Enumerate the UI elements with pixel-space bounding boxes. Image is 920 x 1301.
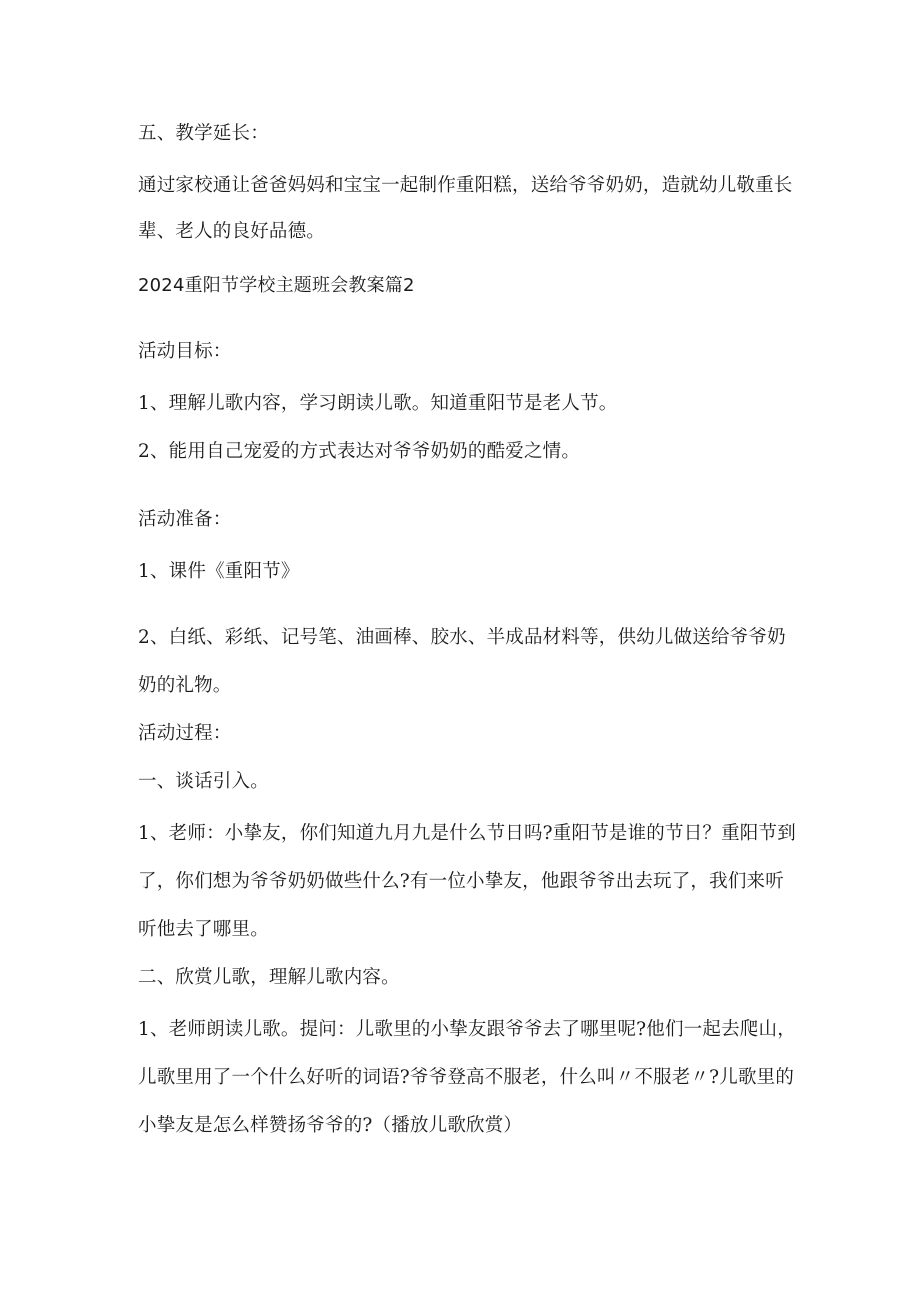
paragraph-line: 听他去了哪里。	[138, 919, 269, 940]
list-item: 1、老师朗读儿歌。提问：儿歌里的小挚友跟爷爷去了哪里呢?他们一起去爬山，	[138, 1019, 796, 1040]
section-heading-teaching-extension: 五、教学延长：	[138, 123, 269, 144]
list-item: 1、理解儿歌内容，学习朗读儿歌。知道重阳节是老人节。	[138, 393, 618, 414]
paragraph-line: 通过家校通让爸爸妈妈和宝宝一起制作重阳糕，送给爷爷奶奶，造就幼儿敬重长	[138, 175, 793, 196]
paragraph-line: 儿歌里用了一个什么好听的词语?爷爷登高不服老，什么叫〃不服老〃?儿歌里的	[138, 1067, 795, 1088]
list-item: 2、白纸、彩纸、记号笔、油画棒、胶水、半成品材料等，供幼儿做送给爷爷奶	[138, 627, 786, 648]
paragraph-line: 辈、老人的良好品德。	[138, 221, 326, 242]
article-title: 2024重阳节学校主题班会教案篇2	[138, 275, 415, 296]
list-item: 2、能用自己宠爱的方式表达对爷爷奶奶的酷爱之情。	[138, 441, 581, 462]
paragraph-line: 了，你们想为爷爷奶奶做些什么?有一位小挚友，他跟爷爷出去玩了，我们来听	[138, 871, 784, 892]
paragraph-line: 小挚友是怎么样赞扬爷爷的?（播放儿歌欣赏）	[138, 1115, 523, 1136]
paragraph-line: 奶的礼物。	[138, 675, 232, 696]
section-heading-activity-prep: 活动准备：	[138, 509, 232, 530]
section-heading-activity-goals: 活动目标：	[138, 341, 232, 362]
subsection-heading: 二、欣赏儿歌，理解儿歌内容。	[138, 967, 400, 988]
section-heading-activity-process: 活动过程：	[138, 723, 232, 744]
list-item: 1、老师：小挚友，你们知道九月九是什么节日吗?重阳节是谁的节日？重阳节到	[138, 823, 796, 844]
subsection-heading: 一、谈话引入。	[138, 771, 269, 792]
list-item: 1、课件《重阳节》	[138, 561, 300, 582]
